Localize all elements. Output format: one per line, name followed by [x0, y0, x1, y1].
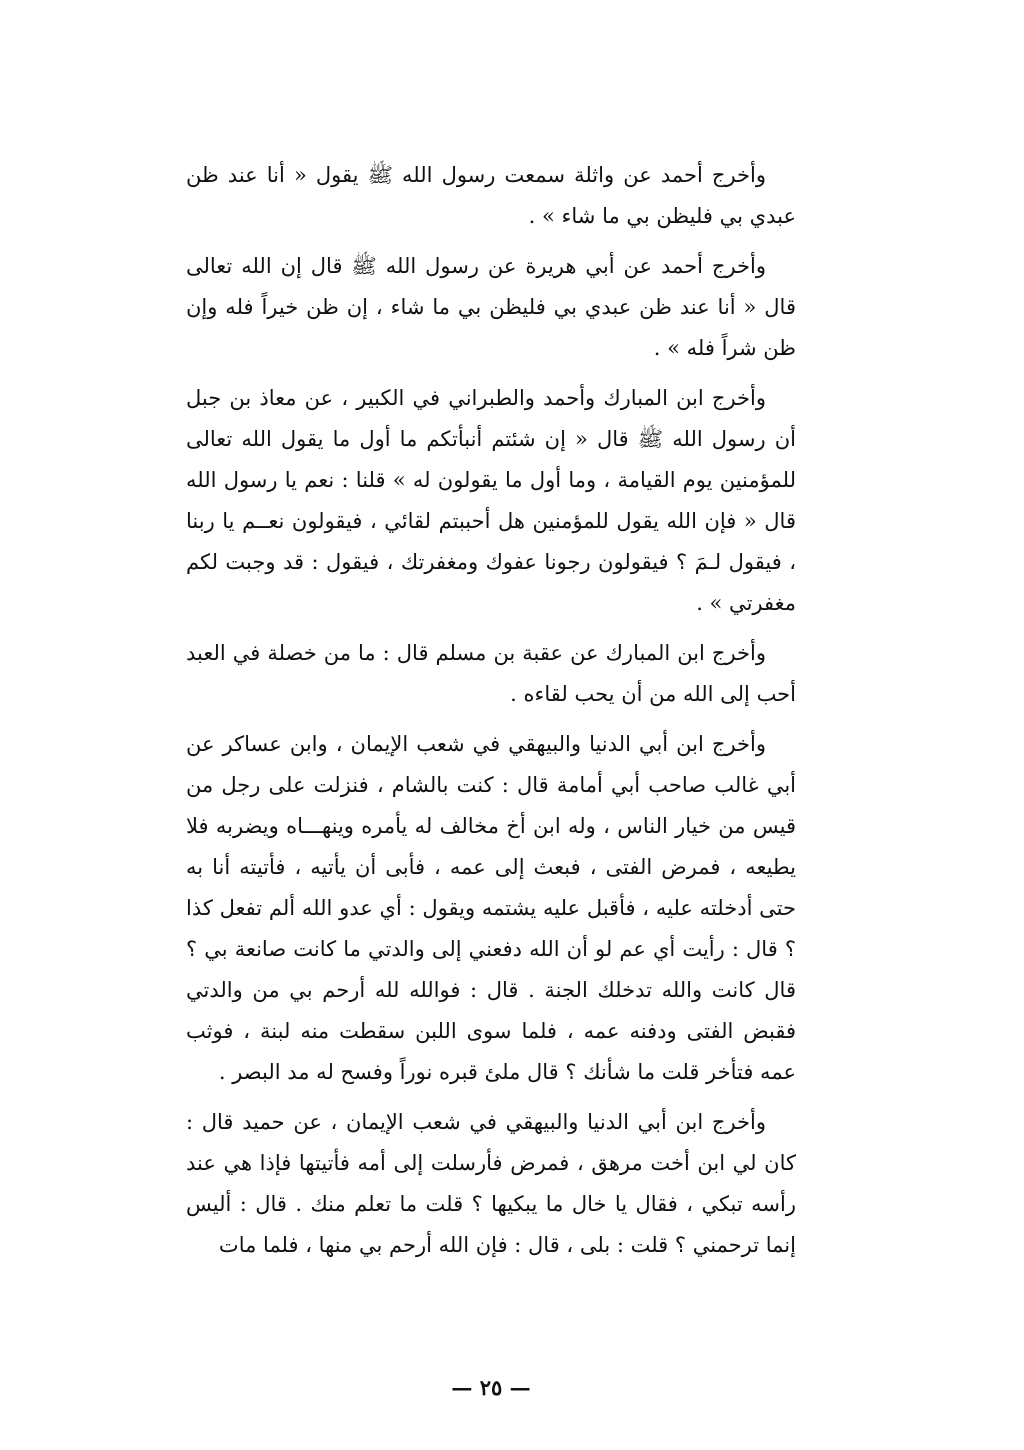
paragraph-6: وأخرج ابن أبي الدنيا والبيهقي في شعب الإيمان ، عن حميد قال : كان لي ابن أخت مرهق ، فمرض فأرسلت إلى أمه فأتيتها فإذا هي عند رأسه تبكي ، فقال يا خال ما يبكيها ؟ قلت ما تعلم منك . قال : أليس إنما ترحمني ؟ قلت : بلى ، قال : فإن الله أرحم بي منها ، فلما مات [186, 1110, 796, 1257]
paragraph-2: وأخرج أحمد عن أبي هريرة عن رسول الله ﷺ قال إن الله تعالى قال « أنا عند ظن عبدي بي فليظن بي ما شاء ، إن ظن خيراً فله وإن ظن شراً فله » . [186, 254, 796, 360]
paragraph-4: وأخرج ابن المبارك عن عقبة بن مسلم قال : ما من خصلة في العبد أحب إلى الله من أن يحب لقاءه . [186, 641, 796, 706]
document-page [186, 155, 796, 1405]
paragraph-3: وأخرج ابن المبارك وأحمد والطبراني في الكبير ، عن معاذ بن جبل أن رسول الله ﷺ قال « إن شئتم أنبأتكم ما أول ما يقول الله تعالى للمؤمنين يوم القيامة ، وما أول ما يقولون له » قلنا : نعم يا رسول الله قال « فإن الله يقول للمؤمنين هل أحببتم لقائي ، فيقولون نعــم يا ربنا ، فيقول لـمَ ؟ فيقولون رجونا عفوك ومغفرتك ، فيقول : قد وجبت لكم مغفرتي » . [186, 386, 796, 615]
page-number: — ٢٥ — [451, 1375, 531, 1400]
paragraph-5: وأخرج ابن أبي الدنيا والبيهقي في شعب الإيمان ، وابن عساكر عن أبي غالب صاحب أبي أمامة قال : كنت بالشام ، فنزلت على رجل من قيس من خيار الناس ، وله ابن أخ مخالف له يأمره وينهـــاه ويضربه فلا يطيعه ، فمرض الفتى ، فبعث إلى عمه ، فأبى أن يأتيه ، فأتيته أنا به حتى أدخلته عليه ، فأقبل عليه يشتمه ويقول : أي عدو الله ألم تفعل كذا ؟ قال : رأيت أي عم لو أن الله دفعني إلى والدتي ما كانت صانعة بي ؟ قال كانت والله تدخلك الجنة . قال : فوالله لله أرحم بي من والدتي فقبض الفتى ودفنه عمه ، فلما سوى اللبن سقطت منه لبنة ، فوثب عمه فتأخر قلت ما شأنك ؟ قال ملئ قبره نوراً وفسح له مد البصر . [186, 732, 796, 1084]
paragraph-1: وأخرج أحمد عن واثلة سمعت رسول الله ﷺ يقول « أنا عند ظن عبدي بي فليظن بي ما شاء » . [186, 163, 796, 228]
